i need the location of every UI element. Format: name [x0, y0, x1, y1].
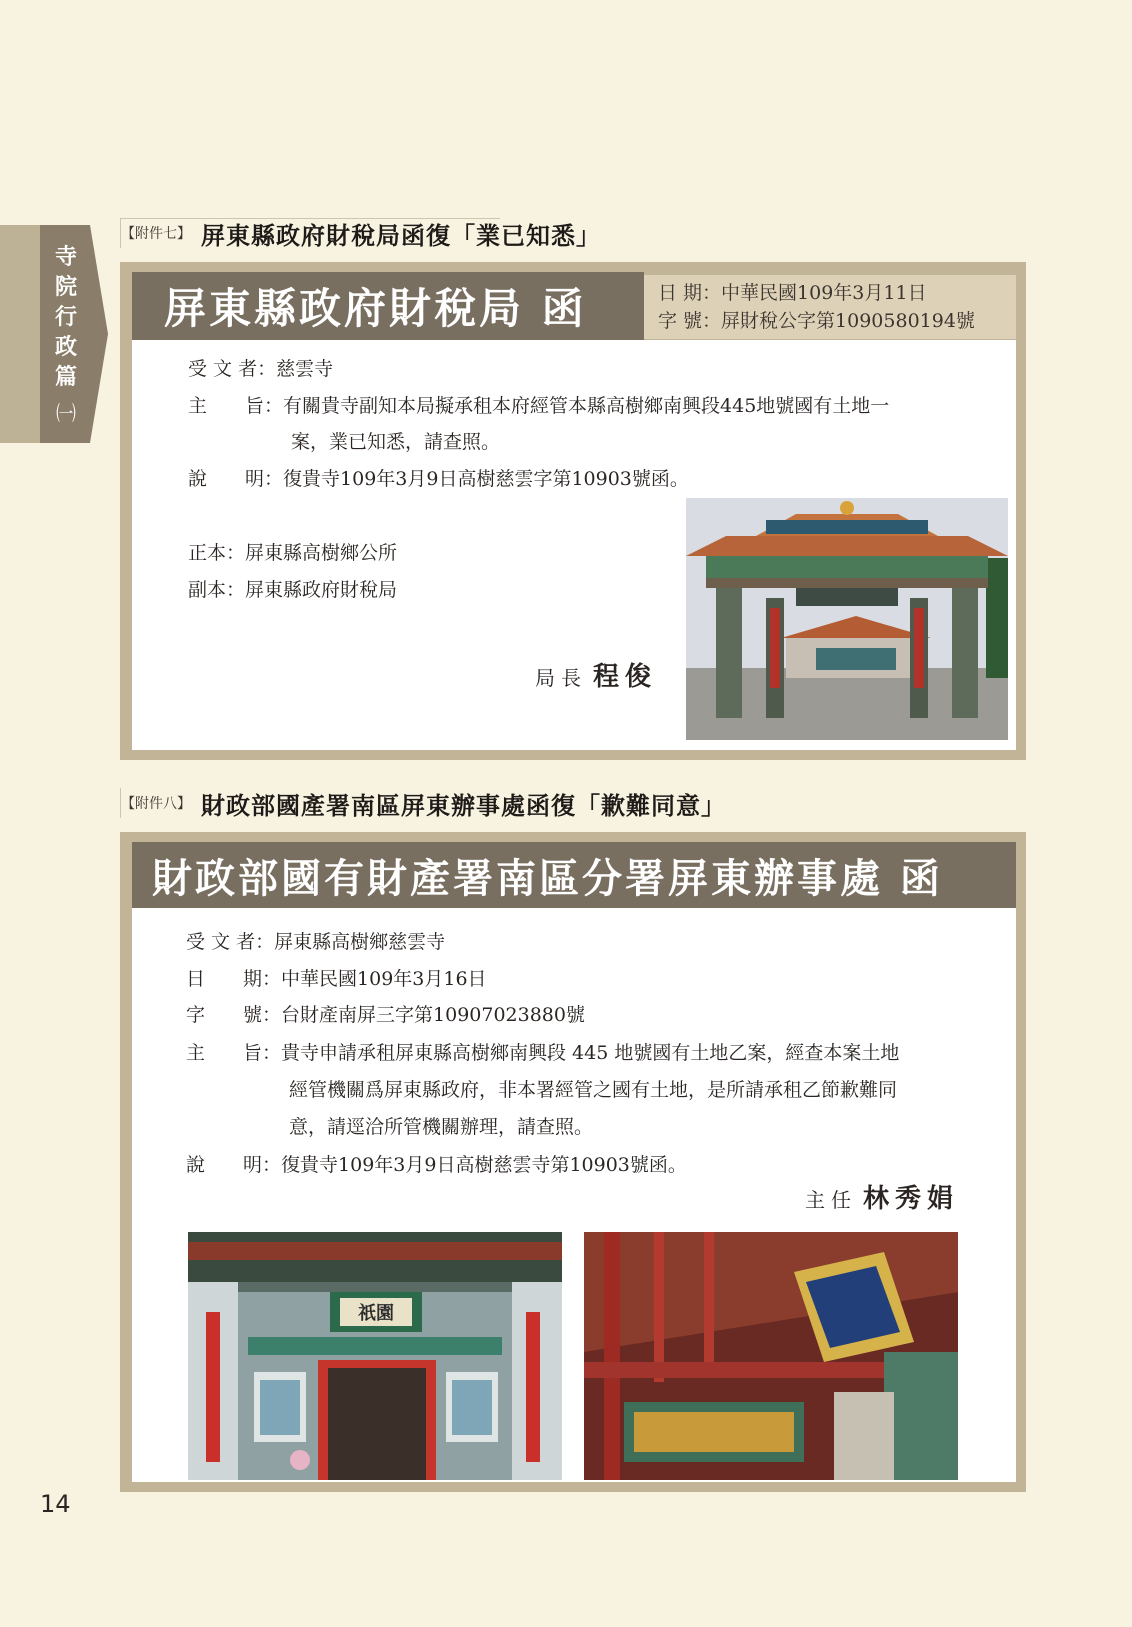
recipient-row: [188, 352, 333, 386]
explain-label: 說 明：: [186, 1154, 282, 1176]
signature-title: 局長: [535, 666, 587, 690]
subject-label: 主 旨：: [188, 395, 284, 417]
subject-row: [188, 389, 889, 423]
attachment7-tag: 【附件七】: [121, 226, 191, 242]
temple-gate-photo: [686, 498, 1008, 740]
copy-value: 屏東縣政府財稅局: [245, 579, 398, 601]
doc-number-label: 字 號：: [658, 310, 722, 332]
temple-hall-entrance-photo: [188, 1232, 562, 1480]
recipient-label: 受 文 者：: [188, 358, 277, 380]
original-recipient-row: [188, 536, 397, 570]
attachment7-meta: [644, 275, 1016, 339]
subject-continuation: 案，業已知悉，請查照。: [291, 431, 501, 453]
signature-block: [535, 660, 657, 696]
attachment8-heading: [120, 788, 726, 818]
recipient-label: 受 文 者：: [186, 931, 275, 953]
original-value: 屏東縣高樹鄉公所: [245, 542, 398, 564]
doc-number-value: 屏財稅公字第1090580194號: [721, 310, 975, 332]
chapter-tab: [0, 225, 110, 443]
doc-number-row: [186, 998, 585, 1032]
attachment8-tag: 【附件八】: [121, 796, 191, 812]
explain-text: 復貴寺109年3月9日高樹慈雲寺第10903號函。: [281, 1154, 687, 1176]
subject-text: 有關貴寺副知本局擬承租本府經管本縣高樹鄉南興段445地號國有土地一: [283, 395, 890, 417]
recipient-value: 屏東縣高樹鄉慈雲寺: [274, 931, 446, 953]
chapter-tab-volume: ㈠: [56, 401, 76, 425]
chapter-tab-label: 寺院行政篇: [54, 245, 77, 390]
explain-text: 復貴寺109年3月9日高樹慈雲字第10903號函。: [283, 468, 689, 490]
signature-block: [805, 1182, 959, 1218]
copy-label: 副本：: [188, 579, 246, 601]
page-number: 14: [40, 1490, 71, 1518]
copy-recipient-row: [188, 573, 397, 607]
plaque-text: 祇園: [358, 1303, 394, 1324]
explain-row: [186, 1148, 687, 1182]
divider: [120, 218, 500, 219]
recipient-value: 慈雲寺: [276, 358, 334, 380]
signature-name: 林秀娟: [863, 1184, 960, 1214]
attachment8-title: 財政部國產署南區屏東辦事處函復「歉難同意」: [201, 791, 726, 820]
date-value: 中華民國109年3月16日: [281, 968, 487, 990]
date-label: 日 期：: [186, 968, 282, 990]
doc-number-label: 字 號：: [186, 1004, 282, 1026]
signature-name: 程俊: [593, 662, 658, 692]
subject-label: 主 旨：: [186, 1042, 282, 1064]
doc-number-value: 台財產南屏三字第10907023880號: [281, 1004, 585, 1026]
subject-continuation: 經管機關爲屏東縣政府，非本署經管之國有土地，是所請承租乙節歉難同: [289, 1079, 898, 1101]
attachment7-title: 屏東縣政府財稅局函復「業已知悉」: [201, 221, 601, 250]
subject-row: [186, 1036, 899, 1070]
attachment8-banner: 財政部國有財產署南區分署屏東辦事處 函: [132, 842, 1016, 908]
explain-row: [188, 462, 689, 496]
attachment7-heading: [120, 218, 601, 248]
explain-label: 說 明：: [188, 468, 284, 490]
signature-title: 主任: [805, 1188, 857, 1212]
attachment7-banner: 屏東縣政府財稅局 函: [132, 272, 644, 340]
subject-continuation: 意，請逕洽所管機關辦理，請查照。: [289, 1116, 594, 1138]
temple-ceiling-plaque-photo: [584, 1232, 958, 1480]
date-label: 日 期：: [658, 282, 722, 304]
date-row: [186, 962, 487, 996]
original-label: 正本：: [188, 542, 246, 564]
subject-text: 貴寺申請承租屏東縣高樹鄉南興段 445 地號國有土地乙案，經查本案土地: [281, 1042, 900, 1064]
date-value: 中華民國109年3月11日: [721, 282, 927, 304]
recipient-row: [186, 925, 445, 959]
